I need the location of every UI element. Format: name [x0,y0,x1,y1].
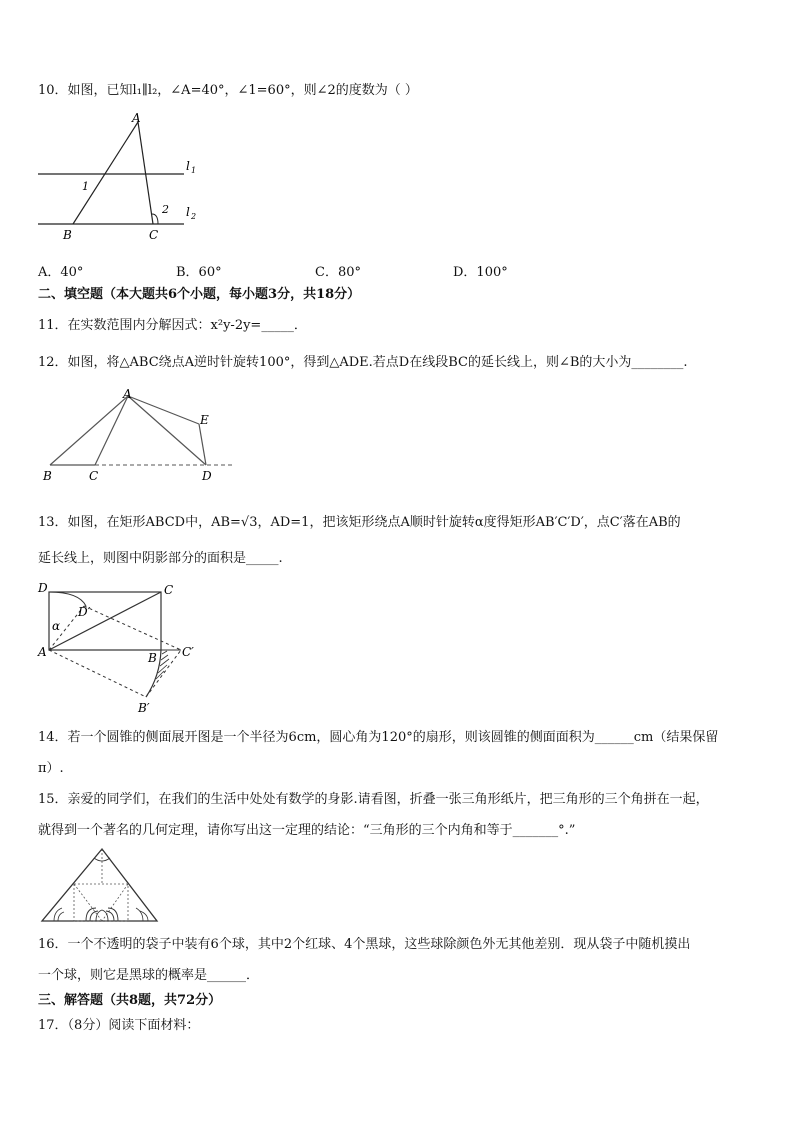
option-b: B．60° [176,265,222,280]
label-C: C [149,228,159,242]
option-c: C．80° [315,265,361,280]
label-C-prime: C′ [182,645,194,659]
label-C: C [89,469,99,483]
label-D: D [202,469,212,483]
line-l1-sub: 1 [191,166,197,175]
label-B: B [63,228,72,242]
option-d: D．100° [453,265,508,280]
q10-figure [36,112,206,251]
label-A: A [123,387,132,401]
q15-line1: 15．亲爱的同学们，在我们的生活中处处有数学的身影.请看图，折叠一张三角形纸片，把三角形的三个角拼在一起， [38,792,709,807]
line-l2-label: l [186,205,190,219]
q14-line1: 14．若一个圆锥的侧面展开图是一个半径为6cm，圆心角为120°的扇形，则该圆锥的侧面面积为______cm（结果保留 [38,730,719,745]
label-D-prime: D′ [78,605,91,619]
q12-figure [40,386,240,488]
section-2-heading: 二、填空题（本大题共6个小题，每小题3分，共18分） [38,287,361,302]
q16-line2: 一个球，则它是黑球的概率是______． [38,968,260,983]
q11-text: 11．在实数范围内分解因式：x²y-2y=_____． [38,318,307,333]
label-A: A [132,112,141,125]
section-3-heading: 三、解答题（共8题，共72分） [38,993,222,1008]
q13-line1: 13．如图，在矩形ABCD中，AB=√3，AD=1，把该矩形绕点A顺时针旋转α度得矩形AB′C′D′，点C′落在AB的 [38,515,681,530]
q10-text: 10．如图，已知l₁∥l₂，∠A=40°，∠1=60°，则∠2的度数为（ ） [38,83,418,98]
q15-line2: 就得到一个著名的几何定理，请你写出这一定理的结论：“三角形的三个内角和等于_______°.” [38,823,576,838]
label-E: E [200,413,209,427]
option-a: A．40° [38,265,84,280]
q13-figure [34,580,204,724]
line-l1-label: l [186,159,190,173]
label-C: C [164,583,174,597]
q17-text: 17．（8分）阅读下面材料： [38,1018,200,1033]
q13-line2: 延长线上，则图中阴影部分的面积是_____. [38,551,283,566]
label-B-prime: B′ [138,701,150,715]
angle-2-label: 2 [162,203,169,216]
label-D: D [38,581,48,595]
label-A: A [38,645,47,659]
label-B: B [148,651,157,665]
q15-figure [40,846,160,928]
q16-line1: 16．一个不透明的袋子中装有6个球，其中2个红球、4个黑球，这些球除颜色外无其他差别．现从袋子中随机摸出 [38,937,691,952]
angle-1-label: 1 [82,180,89,193]
line-l2-sub: 2 [191,212,197,221]
q12-text: 12．如图，将△ABC绕点A逆时针旋转100°，得到△ADE.若点D在线段BC的延长线上，则∠B的大小为________. [38,355,688,370]
angle-alpha-label: α [52,619,61,633]
label-B: B [43,469,52,483]
q14-line2: π）. [38,761,64,776]
